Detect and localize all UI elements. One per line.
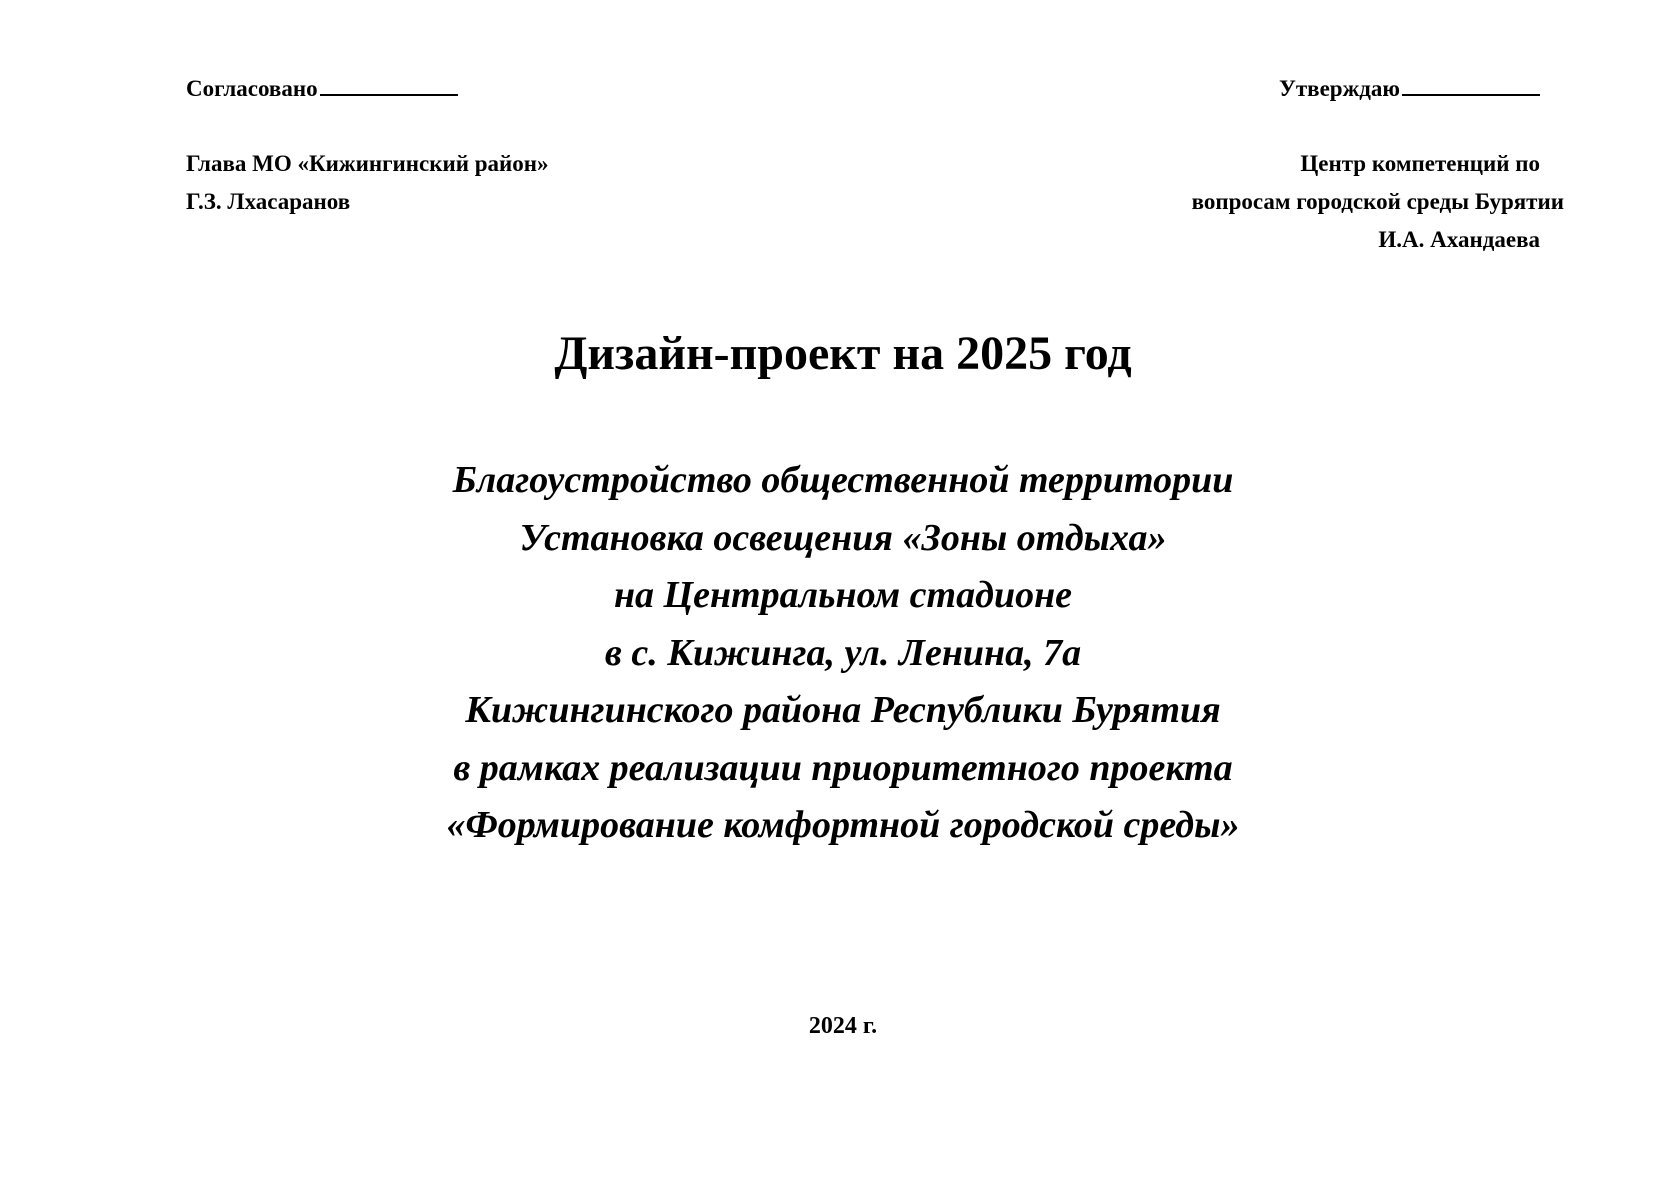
right-signer-block xyxy=(1192,145,1564,259)
description-line: в рамках реализации приоритетного проекта xyxy=(453,746,1233,789)
signature-line-right xyxy=(1402,74,1540,96)
project-description xyxy=(0,452,1680,855)
approval-right-label: Утверждаю xyxy=(1279,76,1400,101)
description-line: Благоустройство общественной территории xyxy=(452,459,1234,501)
description-line: в с. Кижинга, ул. Ленина, 7а xyxy=(604,631,1082,674)
description-line: Установка освещения «Зоны отдыха» xyxy=(519,516,1167,559)
right-signer-name: И.А. Ахандаева xyxy=(1378,227,1540,252)
left-signer-name: Г.З. Лхасаранов xyxy=(186,189,351,214)
approval-right xyxy=(1279,70,1540,108)
approval-left xyxy=(186,70,458,108)
description-line: «Формирование комфортной городской среды» xyxy=(446,804,1240,846)
signature-line-left xyxy=(320,74,458,96)
right-signer-position-line1: Центр компетенций по xyxy=(1300,151,1540,176)
left-signer-block xyxy=(186,145,549,221)
right-signer-position-line2: вопросам городской среды Бурятии xyxy=(1191,189,1564,214)
document-title: Дизайн-проект на 2025 год xyxy=(554,327,1132,380)
document-year: 2024 г. xyxy=(808,1013,878,1039)
left-signer-position: Глава МО «Кижингинский район» xyxy=(186,151,549,176)
approval-left-label: Согласовано xyxy=(186,76,318,101)
description-line: на Центральном стадионе xyxy=(613,574,1073,616)
description-line: Кижингинского района Республики Бурятия xyxy=(465,689,1221,731)
